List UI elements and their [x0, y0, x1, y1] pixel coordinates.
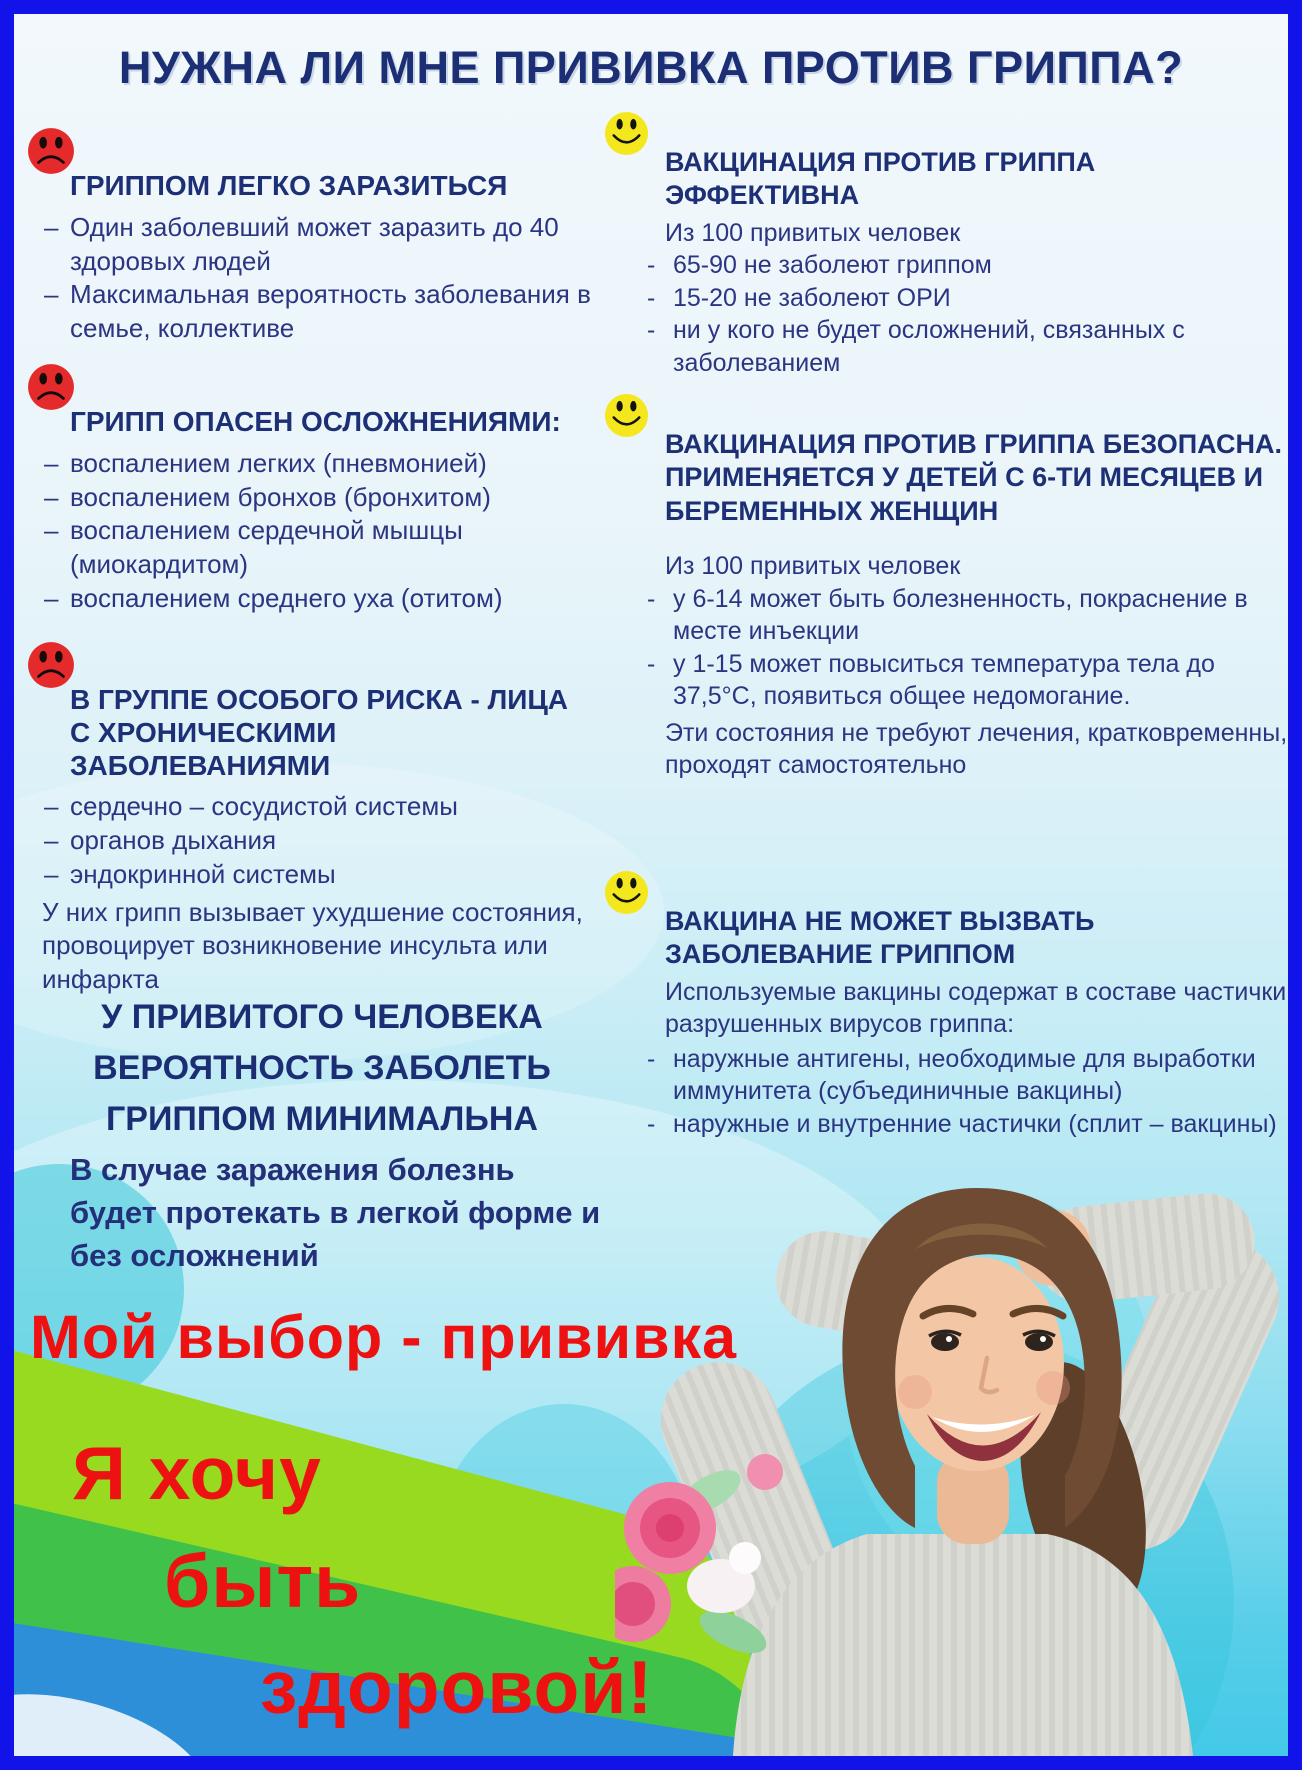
dash-marker: – [44, 791, 59, 822]
statement-vaccinated-minimal-risk [42, 992, 602, 1277]
section-vaccine-cannot-cause-flu [645, 905, 1288, 1140]
bullet-text: органов дыхания [70, 825, 277, 856]
list-item [645, 249, 1288, 282]
bullet-text: эндокринной системы [70, 858, 336, 889]
section-intro: Используемые вакцины содержат в составе частички разрушенных вирусов гриппа: [665, 977, 1287, 1039]
slogan-my-choice: Мой выбор - прививка [30, 1303, 738, 1371]
sad-face-icon [26, 640, 76, 690]
happy-face-icon [603, 869, 650, 916]
list-item [42, 858, 594, 892]
dash-marker: – [44, 515, 59, 546]
section-heading: ГРИПП ОПАСЕН ОСЛОЖНЕНИЯМИ: [70, 406, 561, 437]
bullet-text: Один заболевший может заразить до 40 здоровых людей [70, 211, 559, 276]
section-intro: Из 100 привитых человек [665, 218, 961, 247]
bullet-text: 65-90 не заболеют гриппом [673, 251, 992, 280]
section-vaccine-effective [645, 146, 1288, 379]
dash-marker: - [647, 1109, 656, 1138]
dash-marker: – [44, 279, 59, 310]
list-item [42, 278, 594, 346]
section-note: У них грипп вызывает ухудшение состояния, провоцирует возникновение инсульта или инфаркта [42, 896, 583, 995]
list-item [42, 824, 594, 858]
section-risk-group [42, 684, 594, 997]
dash-marker: - [647, 649, 656, 678]
poster-canvas [14, 14, 1288, 1756]
slogan-wish-line3: здоровой! [260, 1645, 654, 1729]
section-heading: ВАКЦИНАЦИЯ ПРОТИВ ГРИППА БЕЗОПАСНА. ПРИМЕНЯЕТСЯ У ДЕТЕЙ С 6-ТИ МЕСЯЦЕВ И БЕРЕМЕННЫХ ЖЕНЩИН [665, 429, 1282, 526]
dash-marker: - [647, 316, 656, 345]
list-item [645, 314, 1288, 379]
slogan-wish-line2: быть [164, 1539, 362, 1623]
bullet-text: 15-20 не заболеют ОРИ [673, 283, 951, 312]
section-flu-complications [42, 406, 594, 616]
dash-marker: - [647, 1044, 656, 1073]
bullet-text: воспалением легких (пневмонией) [70, 447, 487, 478]
bullet-text: ни у кого не будет осложнений, связанных с заболеванием [673, 316, 1185, 377]
section-vaccine-safe [645, 428, 1288, 782]
list-item [645, 648, 1288, 713]
smiling-woman-photo [615, 1130, 1288, 1756]
section-intro: Из 100 привитых человек [665, 552, 961, 581]
section-heading: ГРИППОМ ЛЕГКО ЗАРАЗИТЬСЯ [70, 170, 508, 201]
happy-face-icon [603, 110, 650, 157]
dash-marker: – [44, 858, 59, 889]
statement-main: У ПРИВИТОГО ЧЕЛОВЕКА ВЕРОЯТНОСТЬ ЗАБОЛЕТЬ ГРИППОМ МИНИМАЛЬНА [93, 998, 551, 1138]
section-flu-contagious [42, 170, 594, 346]
bullet-text: у 6-14 может быть болезненность, покраснение в месте инъекции [673, 584, 1248, 646]
bullet-text: наружные и внутренние частички (сплит – вакцины) [673, 1109, 1277, 1138]
dash-marker: - [647, 584, 656, 613]
list-item [42, 582, 594, 616]
section-heading: ВАКЦИНА НЕ МОЖЕТ ВЫЗВАТЬ ЗАБОЛЕВАНИЕ ГРИППОМ [665, 906, 1095, 970]
list-item [645, 1043, 1288, 1108]
statement-sub: В случае заражения болезнь будет протекать в легкой форме и без осложнений [70, 1152, 601, 1273]
dash-marker: - [647, 283, 656, 312]
section-note: Эти состояния не требуют лечения, кратковременны, проходят самостоятельно [665, 718, 1288, 780]
list-item [645, 1108, 1288, 1141]
flowers-decoration [615, 1454, 783, 1662]
list-item [42, 211, 594, 279]
bullet-text: воспалением среднего уха (отитом) [70, 582, 503, 613]
list-item [42, 447, 594, 481]
bullet-text: Максимальная вероятность заболевания в семье, коллективе [70, 279, 591, 344]
dash-marker: – [44, 447, 59, 478]
dash-marker: – [44, 211, 59, 242]
dash-marker: – [44, 582, 59, 613]
section-heading: ВАКЦИНАЦИЯ ПРОТИВ ГРИППА ЭФФЕКТИВНА [665, 147, 1096, 211]
list-item [42, 790, 594, 824]
dash-marker: – [44, 481, 59, 512]
bullet-text: наружные антигены, необходимые для выработки иммунитета (субъединичные вакцины) [673, 1044, 1256, 1106]
section-heading: В ГРУППЕ ОСОБОГО РИСКА - ЛИЦА С ХРОНИЧЕСКИМИ ЗАБОЛЕВАНИЯМИ [70, 684, 569, 781]
list-item [42, 481, 594, 515]
dash-marker: – [44, 825, 59, 856]
sad-face-icon [26, 362, 76, 412]
list-item [645, 583, 1288, 648]
slogan-wish-line1: Я хочу [72, 1431, 322, 1515]
dash-marker: - [647, 251, 656, 280]
bullet-text: у 1-15 может повыситься температура тела до 37,5°С, появиться общее недомогание. [673, 649, 1215, 711]
poster-title: НУЖНА ЛИ МНЕ ПРИВИВКА ПРОТИВ ГРИППА? [118, 42, 1184, 93]
list-item [42, 514, 594, 582]
sad-face-icon [26, 126, 76, 176]
bullet-text: воспалением сердечной мышцы (миокардитом) [70, 515, 463, 580]
list-item [645, 282, 1288, 315]
bullet-text: сердечно – сосудистой системы [70, 791, 458, 822]
bullet-text: воспалением бронхов (бронхитом) [70, 481, 491, 512]
happy-face-icon [603, 392, 650, 439]
